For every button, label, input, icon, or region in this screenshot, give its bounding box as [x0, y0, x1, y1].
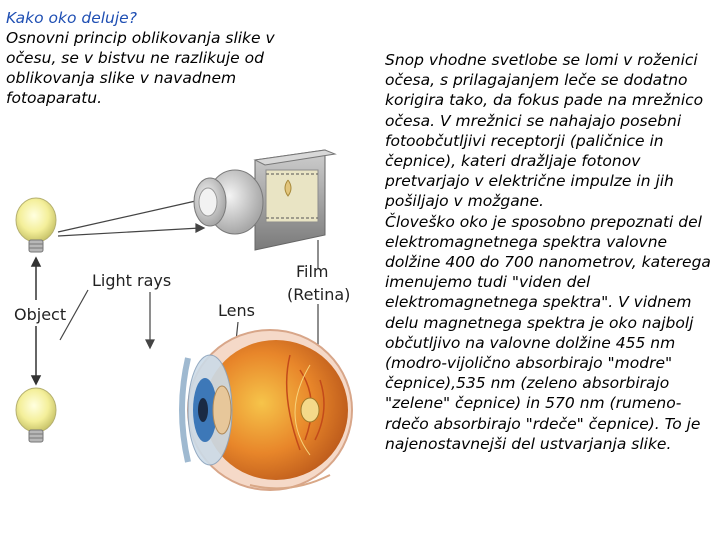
eye-cross-section	[182, 330, 352, 490]
light-rays-top	[58, 196, 204, 236]
light-rays-label: Light rays	[92, 271, 172, 290]
film-label: Film	[296, 262, 329, 281]
top-bulb-icon	[16, 198, 56, 252]
camera-icon	[194, 150, 335, 250]
paragraph-2: Človeško oko je sposobno prepoznati del elektromagnetnega spektra valovne dolžine 400 do 700 nanometrov, katerega imenujemo tudi "viden del elektromagnetnega spektra". V vidnem delu magnetnega spektra je oko najbolj občutljivo na valovne dolžine 455 nm (modro-vijolično absorbirajo "modre" čepnice),535 nm (zeleno absorbirajo "zelene" čepnice) in 570 nm (rumeno-rdečo absorbirajo "rdeče" čepnice). To je najenostavnejši del ustvarjanja slike.	[385, 212, 711, 453]
lens-label: Lens	[218, 301, 255, 320]
bottom-bulb-icon	[16, 388, 56, 442]
explanation-text	[385, 50, 715, 454]
question-heading: Kako oko deluje?	[6, 9, 137, 27]
intro-body: Osnovni princip oblikovanja slike v očesu, se v bistvu ne razlikuje od oblikovanja slike v navadnem fotoaparatu.	[6, 29, 275, 107]
paragraph-1: Snop vhodne svetlobe se lomi v roženici očesa, s prilagajanjem leče se dodatno korigira tako, da fokus pade na mrežnico očesa. V mrežnici se nahajajo posebni fotoobčutljivi receptorji (paličnice in čepnice), kateri dražljaje fotonov pretvarjajo v električne impulze in jih pošiljajo v možgane.	[385, 51, 704, 211]
intro-text	[6, 8, 276, 108]
eye-camera-diagram	[0, 140, 380, 540]
retina-label: (Retina)	[287, 285, 351, 304]
object-label: Object	[14, 305, 67, 324]
